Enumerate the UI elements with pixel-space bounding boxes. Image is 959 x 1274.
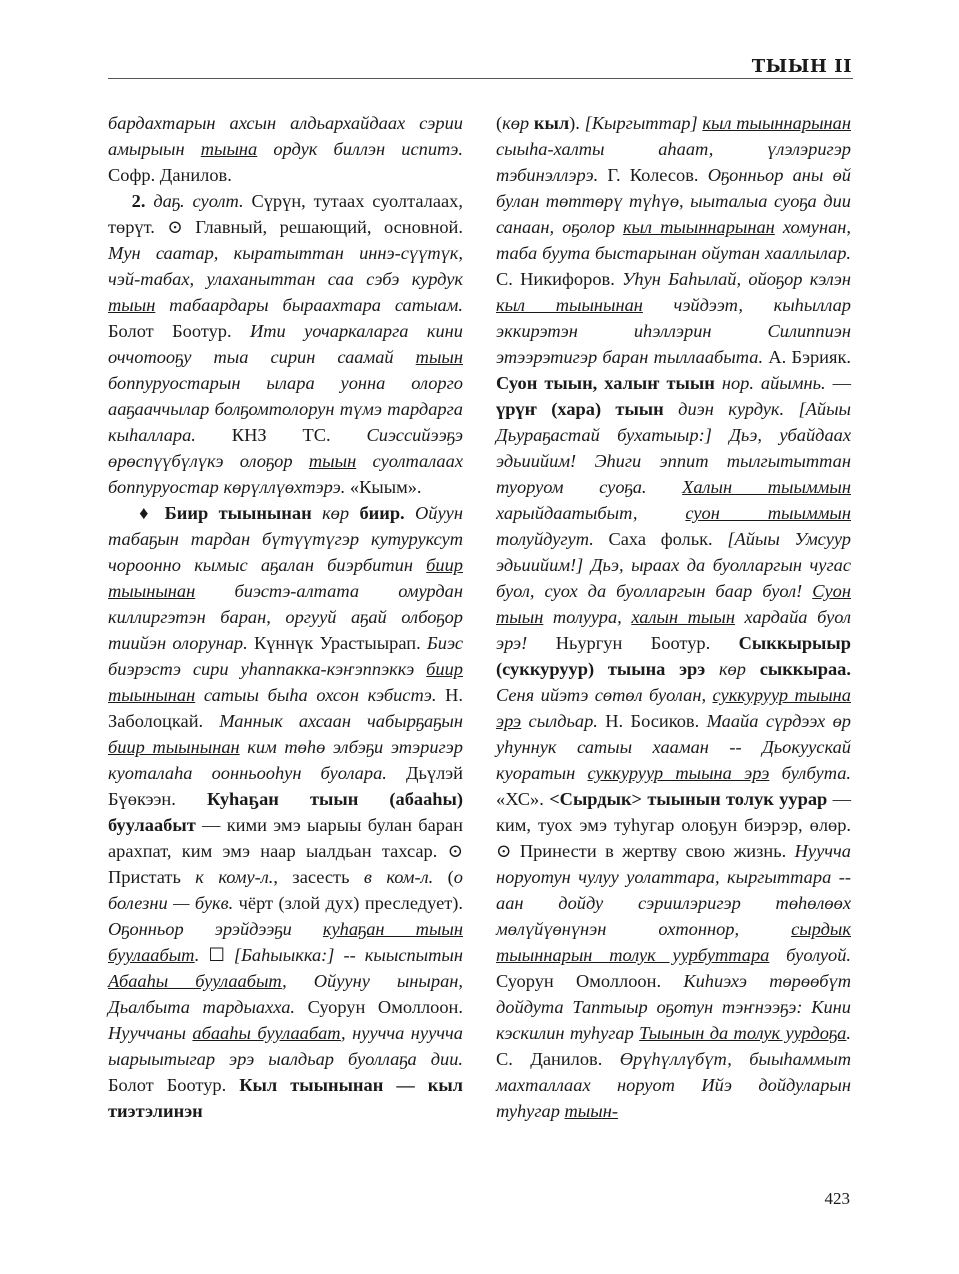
header-rule	[108, 78, 853, 79]
paragraph-left-2: 2. даҕ. суолт. Сүрүн, тутаах суолталаах, төрүт. ⊙ Главный, решающий, основной. Мун саатар, кыратыттан иннэ-сүүтүк, чэй-табах, улаханыттан саа сэбэ курдук тыын табаардары быраахтара сатыам. Болот Боотур. Ити уочаркаларга кини оччотооҕу тыа сирин саамай тыын боппуруостарын ылара уонна олорго ааҕааччылар болҕомтолорун түмэ тардарга кыһаллара. КНЗ ТС. Сиэссийээҕэ өрөспүүбүлүкэ олоҕор тыын суолталаах боппуруостар көрүллүөхтэрэ. «Кыым».	[108, 191, 463, 497]
column-right	[496, 110, 851, 1124]
page-number: 423	[824, 1189, 850, 1208]
running-header: ТЫЫН II	[751, 56, 852, 77]
paragraph-right-1: (көр кыл). [Кыргыттар] кыл тыыннарынан сыыһа-халты аһаат, үлэлэригэр тэбинэллэрэ. Г. Колесов. Оҕонньор аны өй булан төттөрү түһүө, ыыталыа суоҕа дии санаан, оҕолор кыл тыыннарынан хомунан, таба буута быстарынан ойутан хааллылар. С. Никифоров. Уһун Баһылай, ойоҕор кэлэн кыл тыынынан чэйдээт, кыһыллар эккирэтэн иһэллэрин Силиппиэн этээрэтигэр баран тыллаабыта. А. Бэрияк. Суон тыын, халыҥ тыын нор. айымнь. — үрүҥ (хара) тыын диэн курдук. [Айыы Дьураҕастай бухатыыр:] Дьэ, убайдаах эдьиийим! Эһиги эппит тылгытыттан туоруом суоҕа. Халын тыыммын харыйдаатыбыт, суон тыыммын толуйдугут. Саха фольк. [Айыы Умсуур эдьиийим!] Дьэ, ыраах да буолларгын чугас буол, суох да буолларгын баар буол! Суон тыын толуура, халын тыын хардайа буол эрэ! Ньургун Боотур. Сыккырыыр (суккуруур) тыына эрэ көр сыккыраа. Сеня ийэтэ сөтөл буолан, суккуруур тыына эрэ сылдьар. Н. Босиков. Маайа сүрдээх өр уһуннук сатыы хааман -- Дьокуускай куоратын суккуруур тыына эрэ булбута. «ХС». <Сырдык> тыынын толук уурар — ким, туох эмэ туһугар олоҕун биэрэр, өлөр. ⊙ Принести в жертву свою жизнь. Нуучча норуотун чулуу уолаттара, кыргыттара -- аан дойду сэриилэригэр төһөлөөх мөлүйүөнүнэн охтоннор, сырдык тыыннарын толук уурбуттара буолуой. Суорун Омоллоон. Киһиэхэ төрөөбүт дойдута Таптыыр оҕотун тэҥнээҕэ: Кини кэскилин туһугар Тыынын да толук уурдоҕа. С. Данилов. Өрүһүллүбүт, быыһаммыт махталлаах норуот Ийэ дойдуларын туһугар тыын-	[496, 113, 852, 1121]
column-left	[108, 110, 463, 1124]
paragraph-left-3: ♦ Биир тыынынан көр биир. Ойуун табаҕын тардан бүтүүтүгэр кутуруксут чорооннo кымыс аҕалан биэрбитин биир тыынынан биэстэ-алтата омурдан киллиргэтэн баран, оргууй аҕай олбоҕор тиийэн олорунар. Күннүк Урастыырап. Биэс биэрэстэ сири уһаппакка-кэҥэппэккэ биир тыынынан сатыы быһа охсон кэбистэ. Н. Заболоцкай. Маннык ахсаан чабырҕаҕын биир тыынынан ким төһө элбэҕи этэригэр куоталаһа оонньооһун буолара. Дьүлэй Бүөкээн. Куһаҕан тыын (абааһы) буулаабыт — кими эмэ ыарыы булан баран арахпат, ким эмэ наар ыалдьан тахсар. ⊙ Пристать к кому-л., засесть в ком-л. (о болезни — букв. чёрт (злой дух) преследует). Оҕонньор эрэйдээҕи куһаҕан тыын буулаабыт. ☐ [Баһыыкка:] -- кыыспытын Абааһы буулаабыт, Ойууну ыныран, Дьалбыта тардыахха. Суорун Омоллоон. Нууччаны абааһы буулаабат, нуучча нуучча ыарыытыгар эрэ ыалдьар буоллаҕа дии. Болот Боотур. Кыл тыынынан — кыл тиэтэлинэн	[108, 503, 464, 1121]
paragraph-left-1: бардахтарын ахсын алдьархайдаах сэрии амырыын тыына ордук биллэн испитэ. Софр. Данилов.	[108, 113, 464, 185]
